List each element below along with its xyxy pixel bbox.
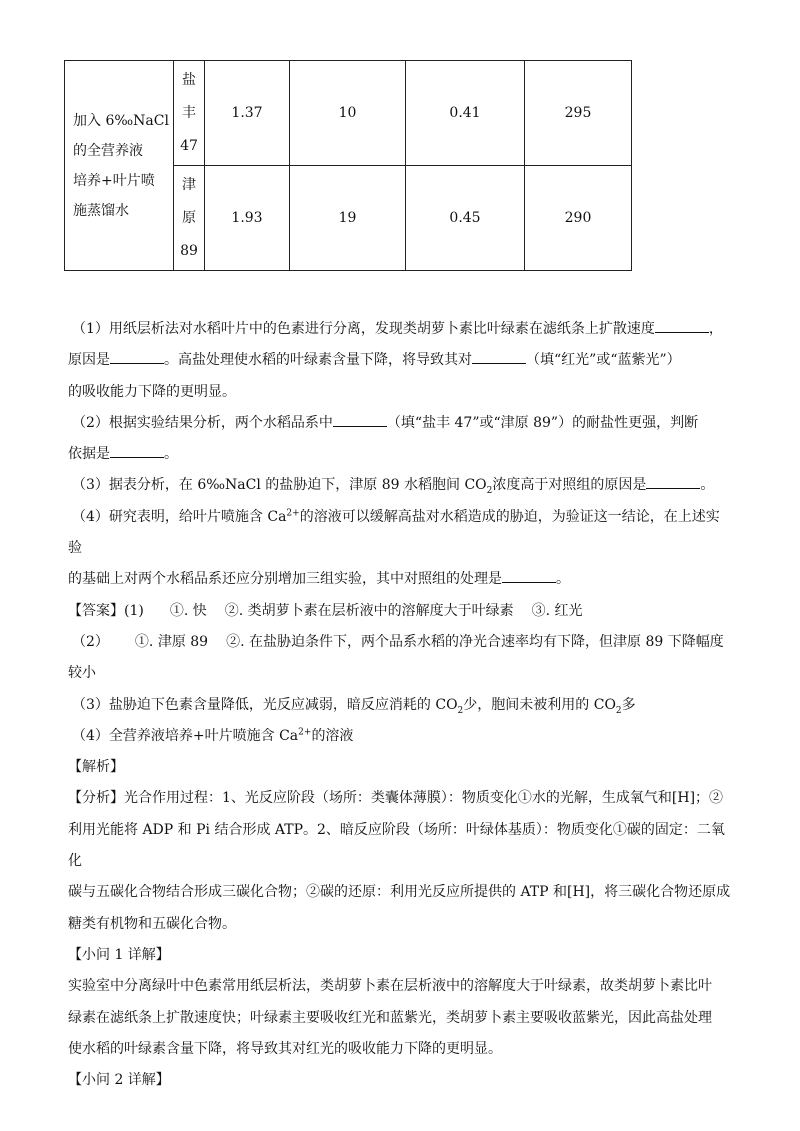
answer-label: 【答案】 <box>68 602 124 619</box>
answer-line-1: 【答案】(1) ①. 快 ②. 类胡萝卜素在层析液中的溶解度大于叶绿素 ③. 红光 <box>68 602 583 619</box>
value-cell: 295 <box>525 61 632 166</box>
variety-char: 丰 <box>182 104 196 121</box>
sub-question-2-title: 【小问 2 详解】 <box>68 1072 170 1089</box>
variety-cell <box>174 166 205 271</box>
value-cell: 1.37 <box>205 61 290 166</box>
question-1-end: 的吸收能力下降的更明显。 <box>68 383 236 400</box>
results-table <box>64 60 632 271</box>
treatment-cell <box>65 61 174 271</box>
answer-blank <box>646 474 700 489</box>
answer-line-4: （4）全营养液培养+叶片喷施含 $Ca^{2+}$的溶液 <box>72 727 354 744</box>
table-row <box>65 61 632 166</box>
analysis-line: 利用光能将 ADP 和 Pi 结合形成 ATP。2、暗反应阶段（场所：叶绿体基质）：物质变化①碳的固定：二氧化 <box>68 821 725 870</box>
answer-blank <box>333 412 387 427</box>
answer-line-2-cont: 较小 <box>68 665 96 682</box>
answer-blank <box>110 349 164 364</box>
value-cell: 1.93 <box>205 166 290 271</box>
variety-char: 89 <box>180 242 198 259</box>
question-body <box>68 314 732 1096</box>
question-4: （4）研究表明，给叶片喷施含 $Ca^{2+}$的溶液可以缓解高盐对水稻造成的胁迫，为验证这一结论，在上述实验 <box>68 508 720 557</box>
answer-line-3: （3）盐胁迫下色素含量降低，光反应减弱，暗反应消耗的 $CO_2$少，胞间未被利用的 $CO_2$多 <box>72 696 636 716</box>
sub-question-1-title: 【小问 1 详解】 <box>68 946 170 963</box>
value-cell: 0.41 <box>406 61 525 166</box>
answer-line-2: （2） ①. 津原 89 ②. 在盐胁迫条件下，两个品系水稻的净光合速率均有下降，但津原 89 下降幅度 <box>72 633 724 650</box>
answer-blank <box>472 349 526 364</box>
variety-char: 盐 <box>182 71 196 88</box>
experiment-table <box>64 60 632 271</box>
question-4-cont: 的基础上对两个水稻品系还应分别增加三组实验，其中对照组的处理是 。 <box>68 564 732 595</box>
question-3: （3）据表分析，在 6‰NaCl 的盐胁迫下，津原 89 水稻胞间 $CO_2$浓度高于对照组的原因是 。 <box>68 470 732 501</box>
analysis-line: 糖类有机物和五碳化合物。 <box>68 915 236 932</box>
value-cell: 0.45 <box>406 166 525 271</box>
value-cell: 19 <box>290 166 406 271</box>
answer-blank <box>502 568 556 583</box>
analysis-label: 【解析】 <box>68 759 124 776</box>
variety-char: 原 <box>182 209 196 226</box>
variety-char: 47 <box>180 137 198 154</box>
analysis-line: 实验室中分离绿叶中色素常用纸层析法，类胡萝卜素在层析液中的溶解度大于叶绿素，故类胡萝卜素比叶 <box>68 978 712 995</box>
variety-char: 津 <box>182 176 196 193</box>
question-1: （1）用纸层析法对水稻叶片中的色素进行分离，发现类胡萝卜素比叶绿素在滤纸条上扩散速度 ， <box>68 314 732 345</box>
treatment-line: 的全营养液 <box>73 142 143 159</box>
analysis-line: 绿素在滤纸条上扩散速度快；叶绿素主要吸收红光和蓝紫光，类胡萝卜素主要吸收蓝紫光，因此高盐处理 <box>68 1009 712 1026</box>
answer-blank <box>110 443 164 458</box>
value-cell: 10 <box>290 61 406 166</box>
variety-cell <box>174 61 205 166</box>
question-2: （2）根据实验结果分析，两个水稻品系中 （填“盐丰 47”或“津原 89”）的耐盐性更强，判断 <box>68 408 732 439</box>
treatment-line: 培养+叶片喷 <box>73 172 155 189</box>
question-2-cont: 依据是 。 <box>68 439 732 470</box>
analysis-line: 碳与五碳化合物结合形成三碳化合物；②碳的还原：利用光反应所提供的 ATP 和[H]，将三碳化合物还原成 <box>68 884 731 901</box>
analysis-line: 使水稻的叶绿素含量下降，将导致其对红光的吸收能力下降的更明显。 <box>68 1040 502 1057</box>
treatment-line: 施蒸馏水 <box>73 202 129 219</box>
value-cell: 290 <box>525 166 632 271</box>
question-1-cont: 原因是 。高盐处理使水稻的叶绿素含量下降，将导致其对 （填“红光”或“蓝紫光”） <box>68 345 732 376</box>
answer-blank <box>655 318 709 333</box>
analysis-line: 【分析】光合作用过程：1、光反应阶段（场所：类囊体薄膜）：物质变化①水的光解，生成氧气和[H]；② <box>68 790 724 807</box>
treatment-line: 加入 6‰NaCl <box>73 112 169 129</box>
